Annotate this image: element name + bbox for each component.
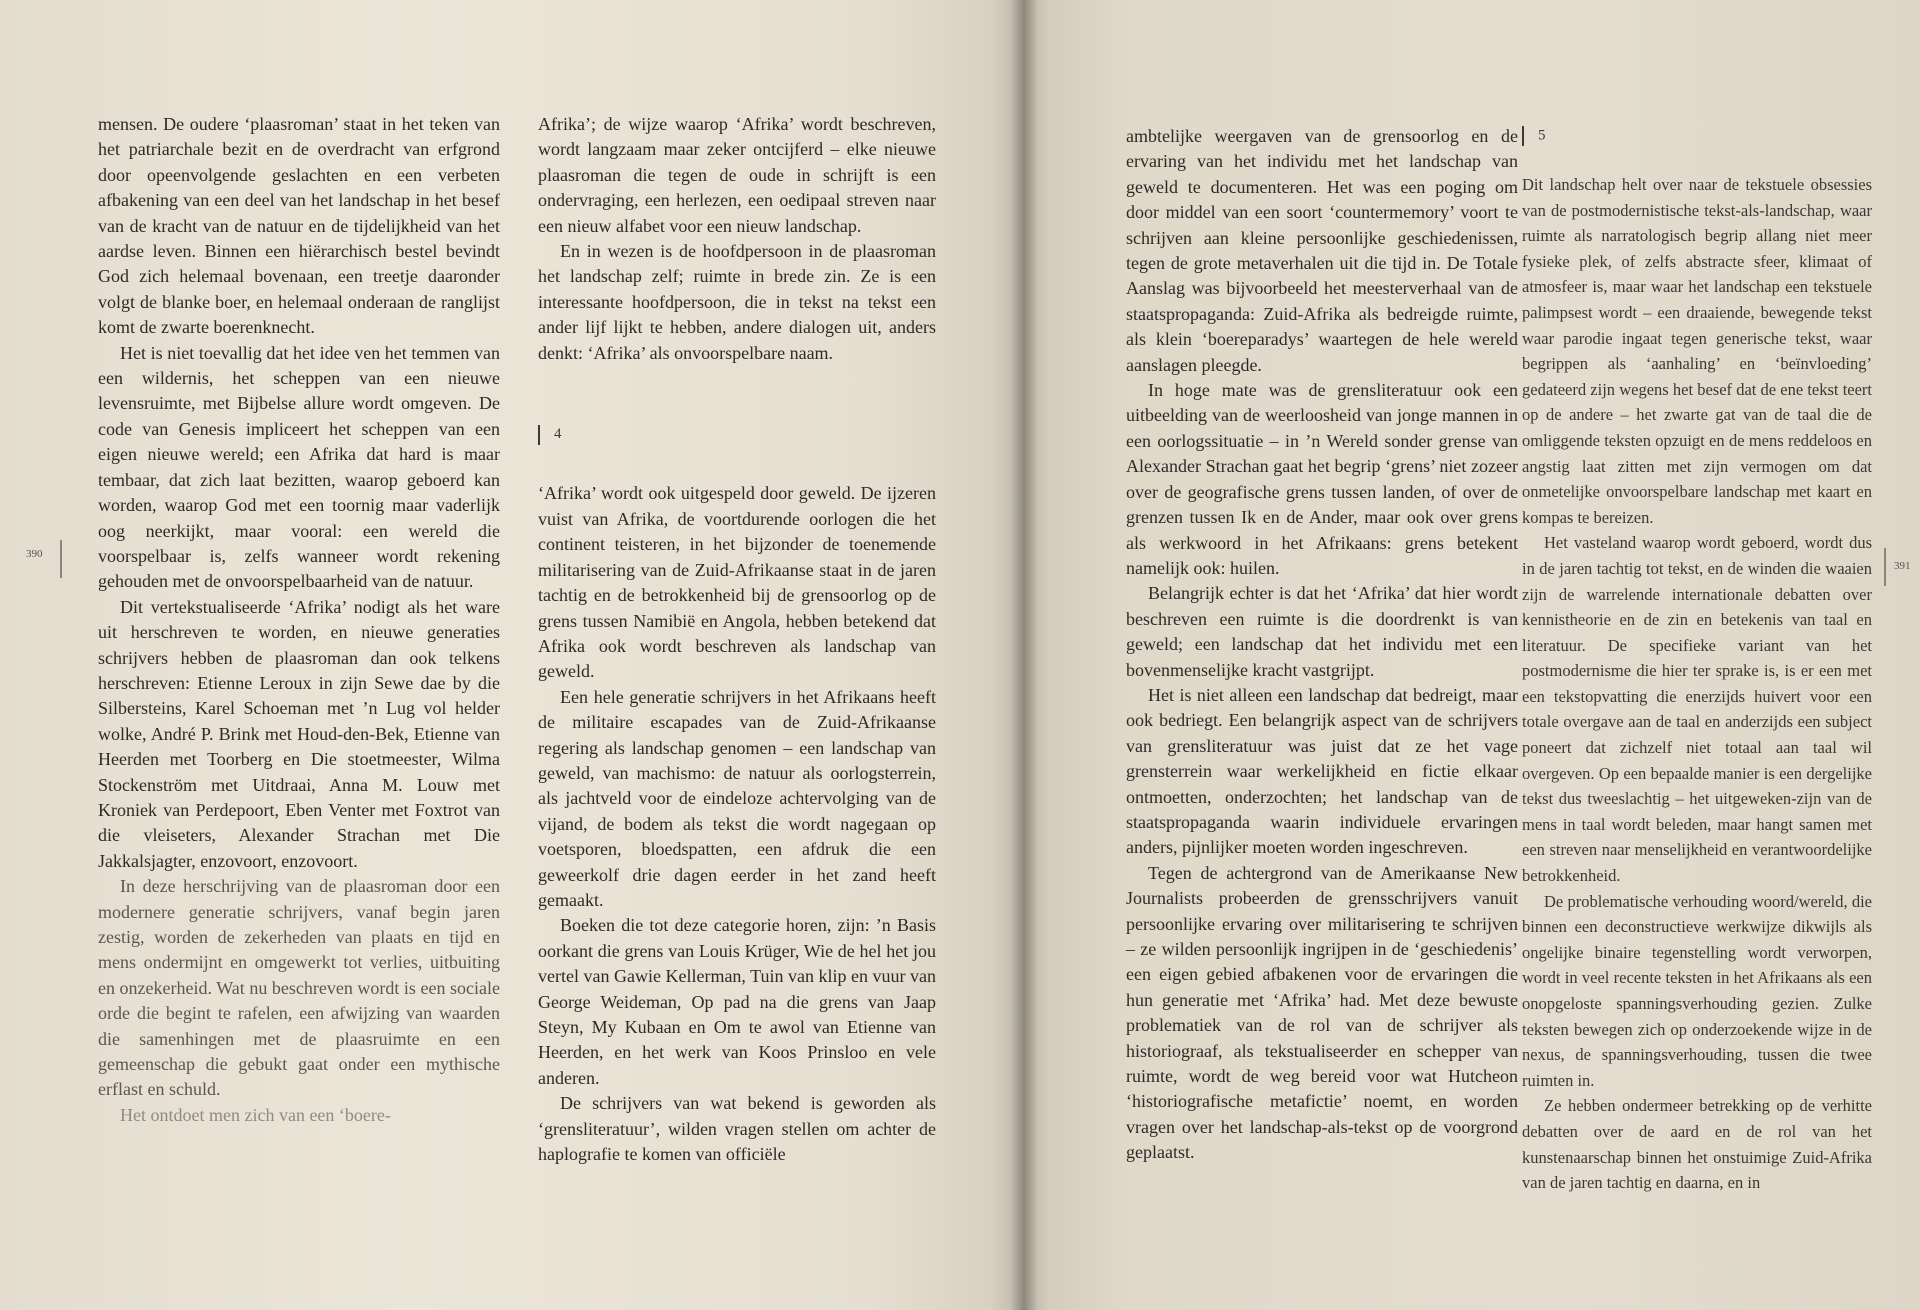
left-folio: 390 bbox=[26, 548, 43, 560]
paragraph: Een hele generatie schrijvers in het Afrikaans heeft de militaire escapades van de Zuid-Afrikaanse regering als landschap genomen – een landschap van geweld, van machismo: de natuur als oorlogsterrein, als jachtveld voor de eindeloze achtervolging van de vijand, de bodem als tekst die wordt nagegaan op voetsporen, bloedspatten, een afdruk die een geweerkolf drie dagen eerder in het zand heeft gemaakt. bbox=[538, 686, 936, 910]
paragraph: ambtelijke weergaven van de grensoorlog en de ervaring van het individu met het landschap van geweld te documenteren. Het was een poging om door middel van een soort ‘countermemory’ voort te schrijven aan kleine persoonlijke geschiedenissen, tegen de grote metaverhalen uit die tijd in. De Totale Aanslag was bijvoorbeeld het meesterverhaal van de staatspropaganda: Zuid-Afrika als bedreigde ruimte, als klein ‘boereparadys’ waartegen de hele wereld aanslagen pleegde. bbox=[1126, 126, 1518, 375]
paragraph: Het vasteland waarop wordt geboerd, wordt dus in de jaren tachtig tot tekst, en de winden die waaien zijn de warrelende internationale debatten over kennistheorie en de zin en betekenis van taal en literatuur. De specifieke variant van het postmodernisme die hier ter sprake is, is er een met een tekstopvatting die enerzijds huivert voor een totale overgave aan de taal en anderzijds een subject poneert dat zichzelf niet totaal aan taal wil overgeven. Op een bepaalde manier is een dergelijke tekst dus tweeslachtig – het uitgeweken-zijn van de mens in taal wordt beleden, maar hangt samen met een streven naar menselijkheid en verantwoordelijke betrokkenheid. bbox=[1522, 533, 1872, 886]
section-marker-5 bbox=[1522, 126, 1546, 146]
right-margin-tick bbox=[1884, 548, 1886, 586]
paragraph: Het is niet alleen een landschap dat bedreigt, maar ook bedriegt. Een belangrijk aspect van de schrijvers van grensliteratuur was juist dat ze het vage grensterrein waar werkelijkheid en fictie elkaar ontmoetten, onderzochten; het landschap van de staatspropaganda waarin individuele ervaringen anders, pijnlijker moeten worden ingeschreven. bbox=[1126, 684, 1518, 858]
paragraph: Dit vertekstualiseerde ‘Afrika’ nodigt als het ware uit herschreven te worden, en nieuwe generaties schrijvers hebben de plaasroman dan ook telkens herschreven: Etienne Leroux in zijn Sewe dae by die Silbersteins, Karel Schoeman met ’n Lug vol helder wolke, André P. Brink met Houd-den-Bek, Etienne van Heerden met Toorberg en Die stoetmeester, Wilma Stockenström met Uitdraai, Anna M. Louw met Kroniek van Perdepoort, Eben Venter met Foxtrot van die vleiseters, Alexander Strachan met Die Jakkalsjagter, enzovoort, enzovoort. bbox=[98, 596, 500, 871]
left-margin-tick bbox=[60, 540, 62, 578]
paragraph: mensen. De oudere ‘plaasroman’ staat in het teken van het patriarchale bezit en de overdracht van erfgrond door opeenvolgende geslachten en een verbeten afbakening van een deel van het landschap in het besef van de kracht van de natuur en de tijdelijkheid van het aardse leven. Binnen een hiërarchisch bestel bevindt God zich helemaal bovenaan, een treetje daaronder volgt de blanke boer, en helemaal onderaan de ranglijst komt de zwarte boerenknecht. bbox=[98, 114, 500, 338]
paragraph: In hoge mate was de grensliteratuur ook een uitbeelding van de weerloosheid van jonge mannen in een oorlogssituatie – in ’n Wereld sonder grense van Alexander Strachan gaat het begrip ‘grens’ niet zozeer over de geografische grens tussen landen, of over de grenzen tussen Ik en de Ander, maar ook over grens als werkwoord in het Afrikaans: grens betekent namelijk ook: huilen. bbox=[1126, 380, 1518, 578]
paragraph: Dit landschap helt over naar de tekstuele obsessies van de postmodernistische tekst-als-landschap, waar ruimte als narratologisch begrip allang niet meer fysieke plek, of zelfs abstracte sfeer, klimaat of atmosfeer is, maar waar het landschap een tekstuele palimpsest wordt – een draaiende, bewegende tekst waar parodie ingaat tegen generische tekst, waar begrippen als ‘aanhaling’ en ‘beïnvloeding’ gedateerd zijn wegens het besef dat de ene tekst teert op de andere – het zwarte gat van de taal die de omliggende teksten opzuigt en de mens reddeloos en angstig laat zitten met zijn vermogen om dat onmetelijke onvoorspelbare landschap met kaart en kompas te bereizen. bbox=[1522, 175, 1872, 527]
left-column-1 bbox=[98, 112, 500, 1128]
section-bar bbox=[1522, 126, 1524, 146]
paragraph: Afrika’; de wijze waarop ‘Afrika’ wordt beschreven, wordt langzaam maar zeker ontcijferd – elke nieuwe plaasroman die tegen de oude in schrijft is een ondervraging, een herlezen, een oedipaal streven naar een nieuw alfabet voor een nieuw landschap. bbox=[538, 114, 936, 236]
right-page bbox=[1022, 0, 1920, 1310]
book-gutter bbox=[1010, 0, 1038, 1310]
paragraph: Tegen de achtergrond van de Amerikaanse New Journalists probeerden de grensschrijvers vanuit persoonlijke ervaring over militarisering te schrijven – ze wilden persoonlijk ingrijpen in de ‘geschiedenis’ een eigen gebied afbakenen voor de ervaringen die hun generatie met ‘Afrika’ had. Met deze bewuste problematiek van de rol van de schrijver als historiograaf, als tekstualiseerder en schepper van ruimte, wordt de weg bereid voor wat Hutcheon ‘historiografische metafictie’ noemt, en worden vragen over het landschap-als-tekst op de voorgrond geplaatst. bbox=[1126, 862, 1518, 1163]
paragraph: In deze herschrijving van de plaasroman door een modernere generatie schrijvers, vanaf begin jaren zestig, worden de zekerheden van plaats en tijd en mens ondermijnt en omgewerkt tot verlies, uitbuiting en onzekerheid. Wat nu beschreven wordt is een sociale orde die begint te rafelen, een afwijzing van waarden die samenhingen met de plaasruimte en een gemeenschap die gebukt gaat onder een mythische erflast en schuld. bbox=[98, 876, 500, 1100]
right-column-1 bbox=[1126, 124, 1518, 1166]
paragraph: Boeken die tot deze categorie horen, zijn: ’n Basis oorkant die grens van Louis Krüger, Wie de hel het jou vertel van Gawie Kellerman, Tuin van klip en vuur van George Weideman, Op pad na die grens van Jaap Steyn, My Kubaan en Om te awol van Etienne van Heerden, en het werk van Koos Prinsloo en vele anderen. bbox=[538, 915, 936, 1088]
right-folio: 391 bbox=[1894, 560, 1911, 572]
paragraph: ‘Afrika’ wordt ook uitgespeld door geweld. De ijzeren vuist van Afrika, de voortdurende oorlogen die het continent teisteren, in het bijzonder de toenemende militarisering van de Zuid-Afrikaanse staat in de jaren tachtig en de betrokkenheid bij de grensoorlog op de grens tussen Namibië en Angola, hebben betekend dat Afrika ook wordt beschreven als landschap van geweld. bbox=[538, 483, 936, 682]
paragraph: En in wezen is de hoofdpersoon in de plaasroman het landschap zelf; ruimte in brede zin. Ze is een interessante hoofdpersoon, die in tekst na tekst een ander lijf lijkt te hebben, andere dialogen uit, anders denkt: ‘Afrika’ als onvoorspelbare naam. bbox=[538, 241, 936, 363]
paragraph: De schrijvers van wat bekend is geworden als ‘grensliteratuur’, wilden vragen stellen om achter de haplografie te komen van officiële bbox=[538, 1093, 936, 1165]
section-number: 4 bbox=[554, 426, 562, 443]
section-marker-4 bbox=[538, 422, 936, 447]
paragraph: De problematische verhouding woord/wereld, die binnen een deconstructieve werkwijze dikwijls als ongelijke binaire tegenstelling wordt verworpen, wordt in veel recente teksten in het Afrikaans als een onopgeloste spanningsverhouding gezien. Zulke teksten bewegen zich op onderzoekende wijze in de nexus, de spanningsverhouding, tussen die twee ruimten in. bbox=[1522, 891, 1872, 1090]
left-column-2 bbox=[538, 112, 936, 1167]
paragraph: Het is niet toevallig dat het idee ven het temmen van een wildernis, het scheppen van een nieuwe levensruimte, met Bijbelse allure wordt omgeven. De code van Genesis impliceert het scheppen van een eigen nieuwe wereld; een Afrika dat hard is maar tembaar, dat zich laat bezitten, waarop geboerd kan worden, waarop God met een toornig maar vaderlijk oog neerkijkt, maar vooral: een wereld die voorspelbaar is, zelfs wanneer wordt rekening gehouden met de onvoorspelbaarheid van de natuur. bbox=[98, 342, 500, 592]
paragraph: Ze hebben ondermeer betrekking op de verhitte debatten over de aard en de rol van het kunstenaarschap binnen het onstuimige Zuid-Afrika van de jaren tachtig en daarna, en in bbox=[1522, 1096, 1872, 1193]
paragraph: Belangrijk echter is dat het ‘Afrika’ dat hier wordt beschreven een ruimte is die doordrenkt is van geweld; een landschap dat het individu met een bovenmenselijke kracht vastgrijpt. bbox=[1126, 583, 1518, 680]
paragraph: Het ontdoet men zich van een ‘boere- bbox=[120, 1104, 391, 1125]
section-number: 5 bbox=[1538, 127, 1546, 144]
right-column-2 bbox=[1522, 172, 1872, 1196]
section-bar bbox=[538, 425, 540, 445]
